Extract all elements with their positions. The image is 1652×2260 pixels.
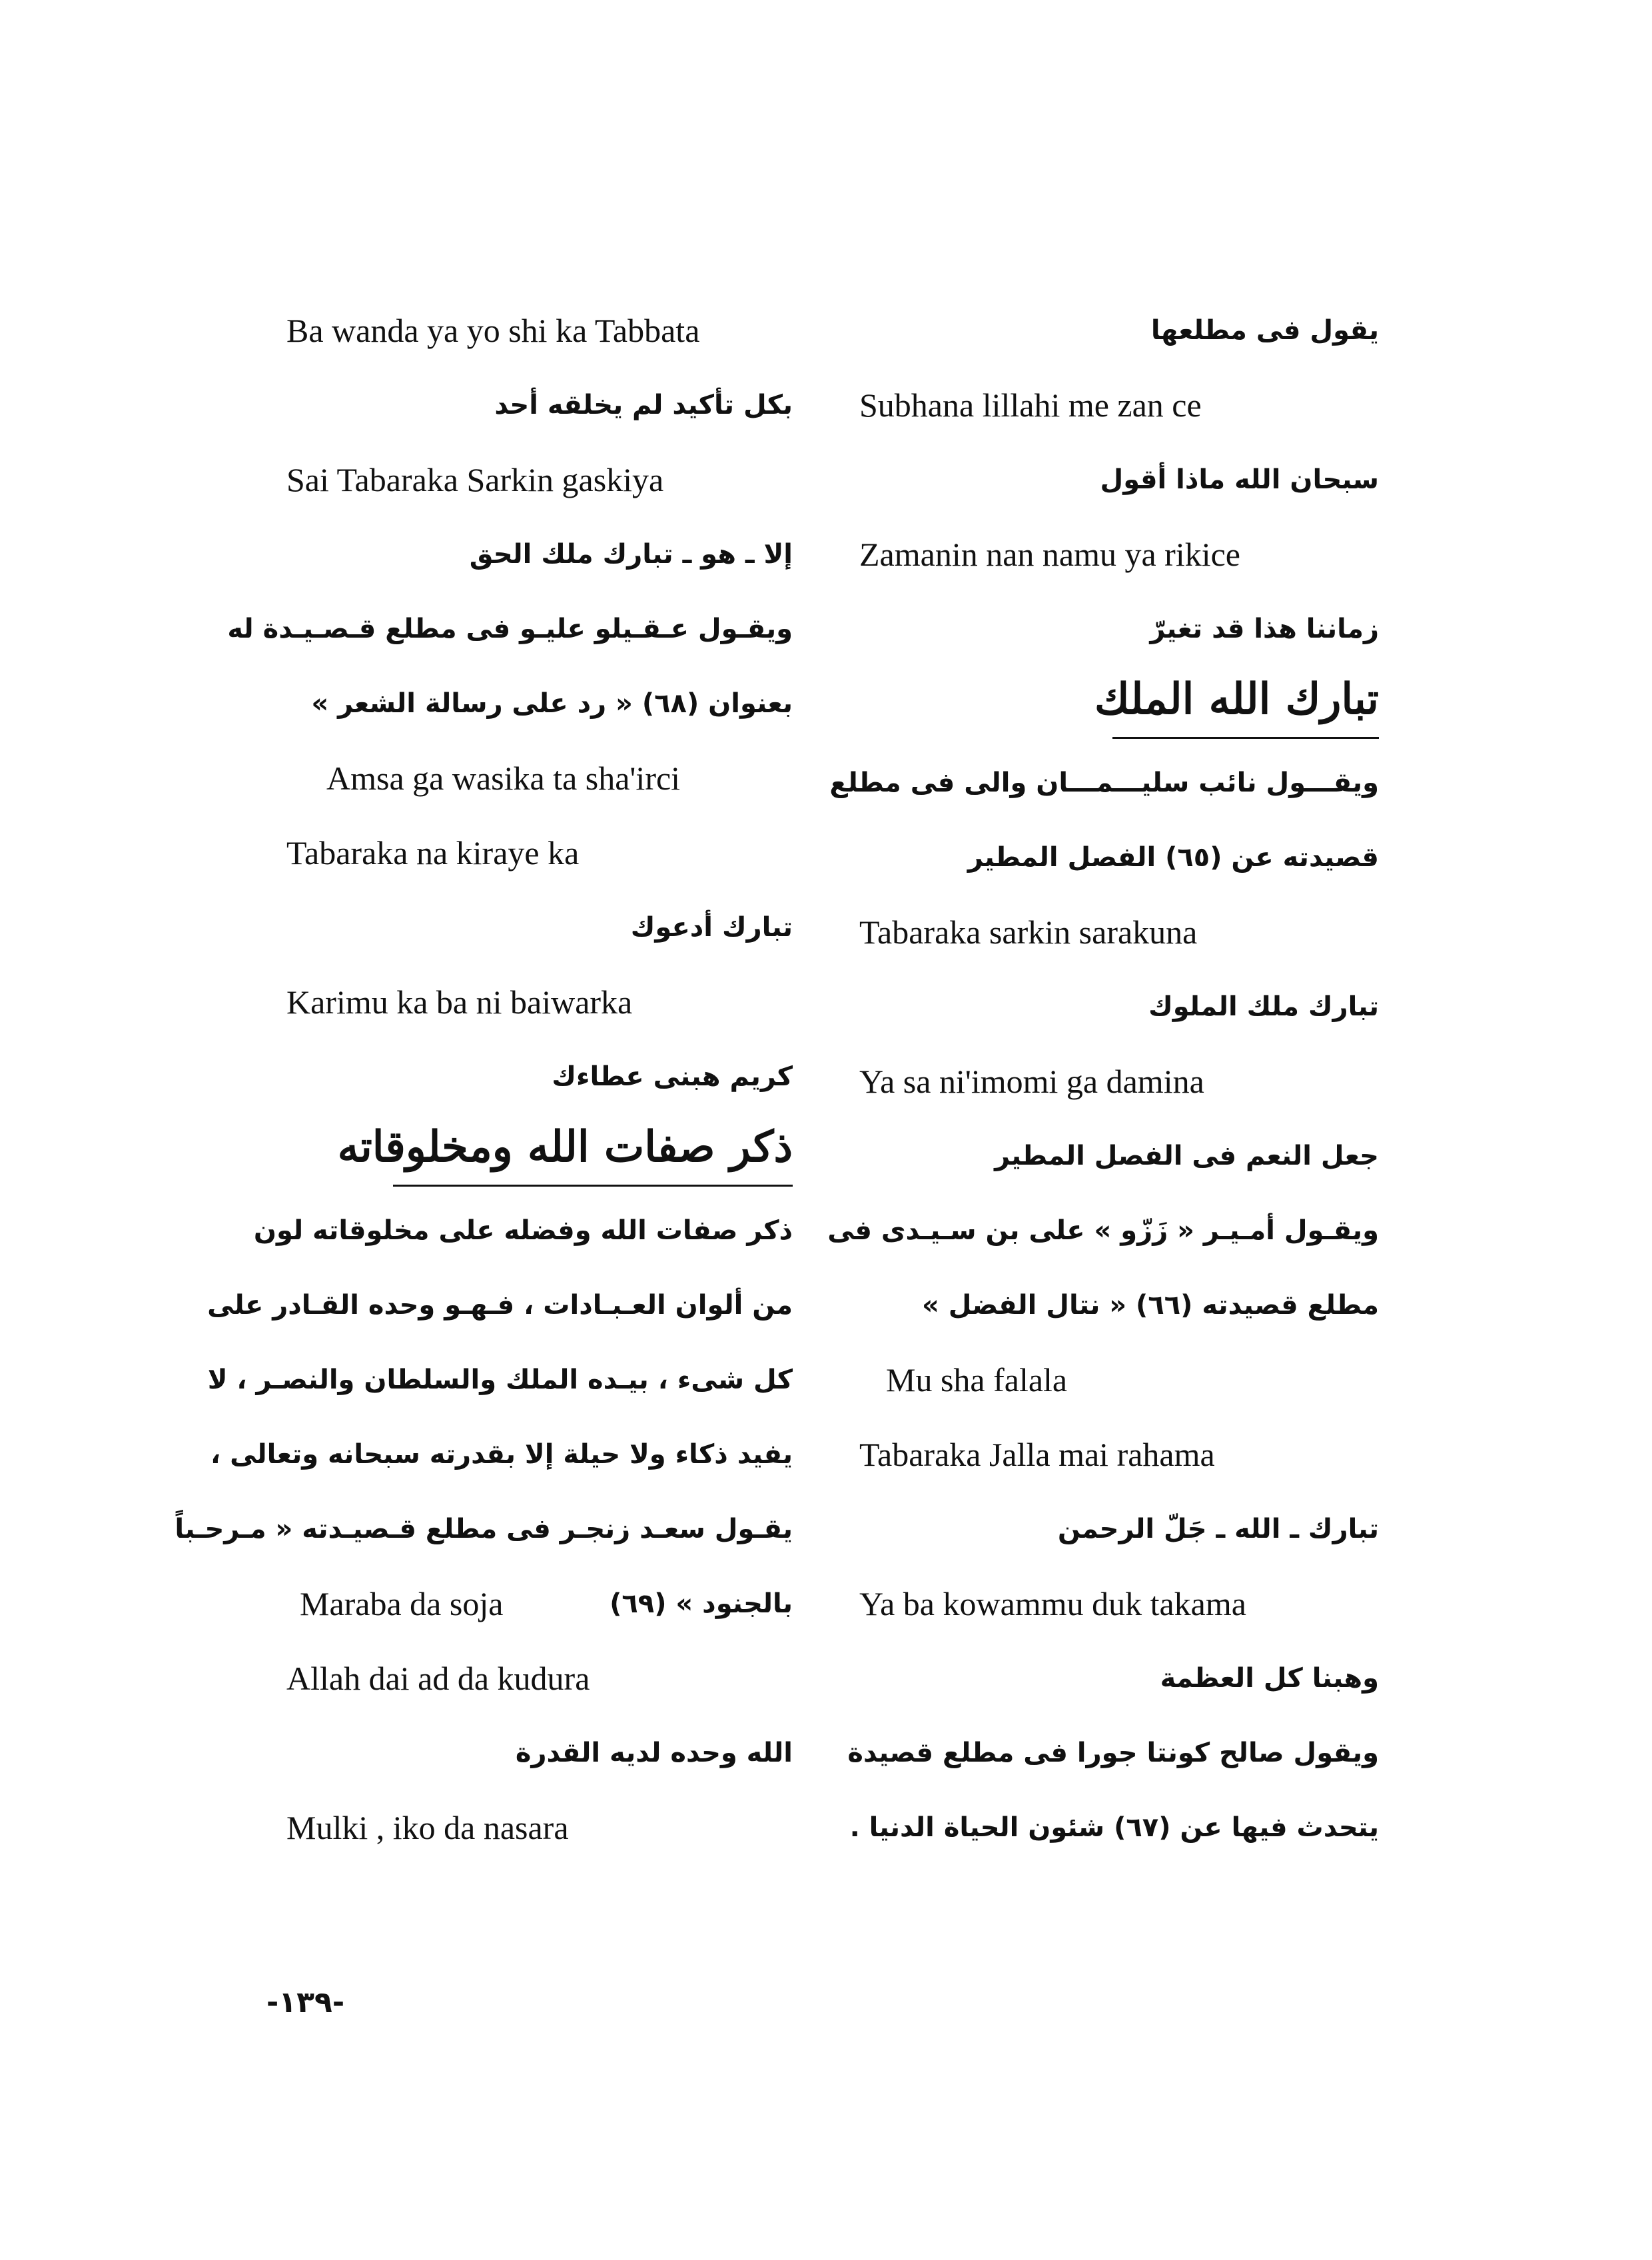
text-line: Tabaraka Jalla mai rahama (859, 1436, 1215, 1473)
mixed-line (286, 1566, 793, 1641)
text-line: Ba wanda ya yo shi ka Tabbata (286, 312, 700, 349)
text-line: Allah dai ad da kudura (286, 1660, 590, 1697)
text-line: ويقول صالح كونتا جورا فى مطلع قصيدة (847, 1738, 1379, 1768)
text-line: Ya sa ni'imomi ga damina (859, 1063, 1204, 1100)
text-line: Mulki , iko da nasara (286, 1809, 569, 1846)
text-line: ذكر صفات الله وفضله على مخلوقاته لون (253, 1215, 793, 1246)
text-line: Tabaraka sarkin sarakuna (859, 913, 1198, 951)
text-line: بكل تأكيد لم يخلقه أحد (494, 390, 793, 420)
text-line: يفيد ذكاء ولا حيلة إلا بقدرته سبحانه وتعالى ، (210, 1439, 793, 1470)
section-heading: ذكر صفات الله ومخلوقاته (337, 1122, 793, 1172)
text-line: وهبنا كل العظمة (1160, 1663, 1379, 1694)
text-line: من ألوان العـبـادات ، فـهـو وحده القـادر على (207, 1290, 793, 1321)
text-line: ويقـول أمـيـر « زَزّو » على بن سـيـدى فى (827, 1215, 1379, 1246)
page-number: -١٣٩- (266, 1985, 345, 2019)
text-line: ويقـول عـقـيلو عليـو فى مطلع قـصـيـدة له (227, 614, 793, 644)
text-line-latin: Maraba da soja (300, 1585, 504, 1622)
left-column (175, 293, 793, 1865)
text-line: تبارك ملك الملوك (1148, 991, 1379, 1022)
text-line: بعنوان (٦٨) « رد على رسالة الشعر » (311, 688, 793, 719)
text-line: Subhana lillahi me zan ce (859, 386, 1202, 424)
text-line: قصيدته عن (٦٥) الفصل المطير (967, 842, 1379, 873)
text-line: تبارك ـ الله ـ جَلّ الرحمن (1057, 1514, 1379, 1544)
text-line: Tabaraka na kiraye ka (286, 834, 580, 871)
text-line: ويقـــول نائب سليـــمـــان والى فى مطلع (829, 768, 1379, 798)
text-line: مطلع قصيدته (٦٦) « نتال الفضل » (921, 1290, 1379, 1321)
text-line: زماننا هذا قد تغيرّ (1150, 614, 1379, 644)
text-line: الله وحده لديه القدرة (515, 1738, 793, 1768)
text-line: Ya ba kowammu duk takama (859, 1585, 1246, 1622)
text-line: Amsa ga wasika ta sha'irci (326, 760, 681, 797)
text-line: يقول فى مطلعها (1150, 315, 1379, 346)
text-line: جعل النعم فى الفصل المطير (995, 1141, 1379, 1171)
text-line: يقـول سعـد زنجـر فى مطلع قـصيـدته « مـرحـباً (175, 1514, 793, 1544)
text-line: Mu sha falala (886, 1361, 1068, 1399)
text-line: Karimu ka ba ni baiwarka (286, 983, 633, 1021)
text-line: يتحدث فيها عن (٦٧) شئون الحياة الدنيا . (849, 1812, 1379, 1843)
text-line: سبحان الله ماذا أقول (1100, 464, 1379, 495)
text-line: كريم هبنى عطاءك (552, 1061, 793, 1092)
text-line: تبارك أدعوك (630, 912, 793, 943)
right-column (827, 293, 1379, 1865)
text-line-arabic: بالجنود » (٦٩) (610, 1588, 793, 1619)
text-line: إلا ـ هو ـ تبارك ملك الحق (469, 539, 793, 570)
section-heading: تبارك الله الملك (1094, 674, 1379, 724)
text-line: كل شىء ، بيـده الملك والسلطان والنصـر ، لا (207, 1365, 793, 1395)
text-line: Sai Tabaraka Sarkin gaskiya (286, 461, 664, 498)
text-line: Zamanin nan namu ya rikice (859, 536, 1240, 573)
